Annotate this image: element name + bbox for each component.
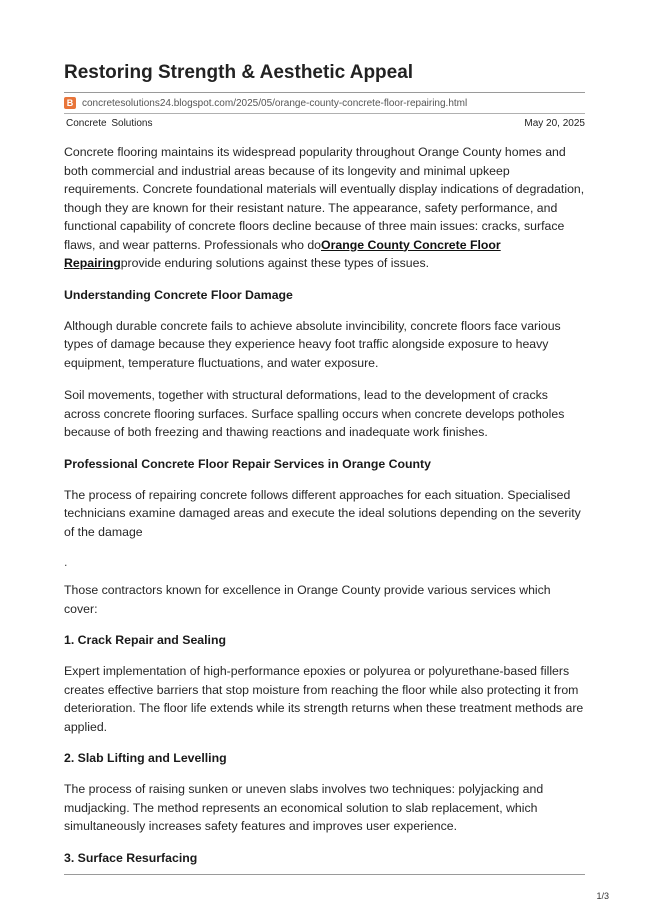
- paragraph-services-2: Those contractors known for excellence in Orange County provide various services which cover:: [64, 583, 551, 616]
- post-category[interactable]: Concrete Solutions: [66, 118, 153, 129]
- paragraph-slab-lifting: The process of raising sunken or uneven slabs involves two techniques: polyjacking and mudjacking. The method represents an economical solution to slab replacement, which simultaneously increases safety features and improves user experience.: [64, 782, 544, 833]
- intro-text-end: provide enduring solutions against these types of issues.: [120, 256, 430, 270]
- url-divider: [64, 113, 585, 114]
- paragraph-damage-1: Although durable concrete fails to achieve absolute invincibility, concrete floors face various types of damage because they experience heavy foot traffic alongside exposure to heavy equipment, temperature fluctuations, and water exposure.: [64, 318, 561, 370]
- intro-text: Concrete flooring maintains its widespread popularity throughout Orange County homes and both commercial and industrial areas because of its longevity and minimal upkeep requirements. Concrete foundational materials will eventually display indications of degradation, though they are known for their resistant nature. The appearance, safety performance, and functional capability of concrete floors decline because of three main issues: cracks, surface flaws, and wear patterns. Professionals who do: [64, 145, 585, 252]
- stray-dot: .: [64, 555, 68, 569]
- page-number: 1/3: [596, 891, 609, 901]
- heading-crack-repair: 1. Crack Repair and Sealing: [64, 633, 226, 647]
- paragraph-crack-repair: Expert implementation of high-performance epoxies or polyurea or polyurethane-based fillers creates effective barriers that stop moisture from reaching the floor while also protecting it from deterioration. The floor life extends while its strength returns when these treatment methods are applied.: [64, 664, 584, 734]
- title-divider: [64, 92, 585, 93]
- paragraph-damage-2: Soil movements, together with structural deformations, lead to the development of cracks across concrete flooring surfaces. Surface spalling occurs when concrete develops potholes because of both freezing and thawing reactions and inadequate work finishes.: [64, 388, 565, 439]
- heading-damage: Understanding Concrete Floor Damage: [64, 287, 293, 302]
- source-url-row: [64, 96, 467, 110]
- footer-divider: [64, 874, 585, 875]
- intro-paragraph: [64, 143, 585, 273]
- blogger-icon: B: [64, 97, 76, 109]
- source-url[interactable]: concretesolutions24.blogspot.com/2025/05/orange-county-concrete-floor-repairing.html: [82, 97, 468, 109]
- paragraph-services-1: The process of repairing concrete follows different approaches for each situation. Specialised technicians examine damaged areas and execute the ideal solutions depending on the severity of the damage: [64, 487, 581, 539]
- page-title: Restoring Strength & Aesthetic Appeal: [64, 62, 414, 83]
- heading-surface-resurfacing: 3. Surface Resurfacing: [64, 850, 198, 865]
- heading-services: Professional Concrete Floor Repair Services in Orange County: [64, 456, 431, 471]
- heading-slab-lifting: 2. Slab Lifting and Levelling: [64, 751, 227, 765]
- post-date: May 20, 2025: [524, 118, 585, 129]
- article-body: [64, 143, 585, 880]
- intro-link[interactable]: Orange County Concrete Floor Repairing: [64, 237, 501, 270]
